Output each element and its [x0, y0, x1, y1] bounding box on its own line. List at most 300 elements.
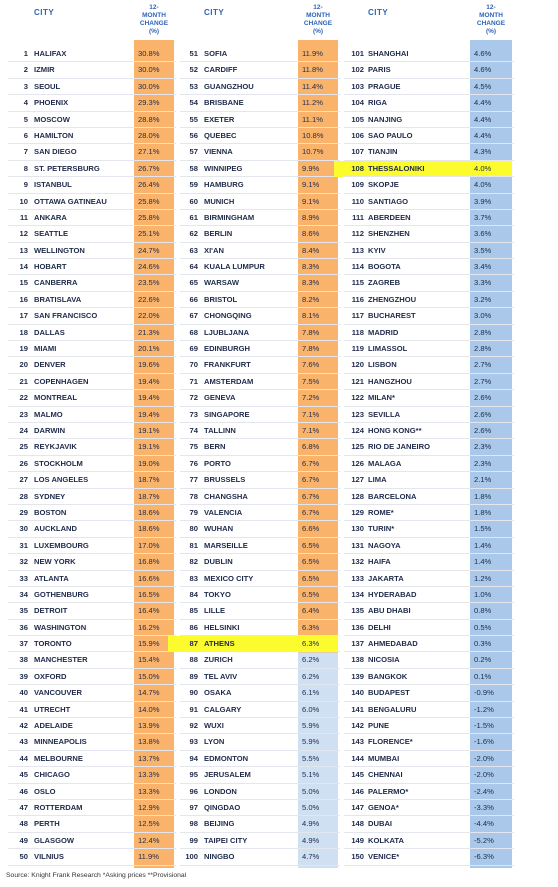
rank: 74 [189, 425, 198, 435]
city-name: NAGOYA [368, 540, 401, 550]
rank: 93 [189, 737, 198, 747]
rank: 72 [189, 393, 198, 403]
change-value: 4.6% [474, 49, 492, 58]
change-value: 3.3% [474, 278, 492, 288]
city-name: TAIPEI CITY [204, 835, 248, 845]
city-name: ADELAIDE [34, 721, 73, 731]
rank: 107 [351, 147, 364, 157]
city-name: BERN [204, 442, 226, 452]
city-name: WARSAW [204, 278, 240, 288]
rank: 42 [19, 721, 28, 731]
change-value: 0.3% [474, 639, 492, 649]
city-name: ZHENGZHOU [368, 294, 417, 304]
rank: 54 [189, 98, 198, 108]
rank: 128 [351, 491, 364, 501]
city-name: PORTO [204, 458, 231, 468]
rank: 141 [351, 704, 364, 714]
rank: 48 [19, 819, 28, 829]
city-name: TORONTO [34, 639, 72, 649]
change-value: 5.0% [302, 802, 320, 812]
city-name: BIRMINGHAM [204, 212, 255, 222]
rank: 19 [19, 344, 28, 354]
city-name: PALERMO* [368, 786, 409, 796]
change-value: 11.9% [138, 852, 159, 862]
city-name: OTTAWA GATINEAU [34, 196, 107, 206]
city-name: BARCELONA [368, 491, 417, 501]
rank: 58 [189, 163, 198, 173]
city-name: HAMBURG [204, 180, 244, 190]
rank: 133 [351, 573, 364, 583]
rank: 136 [351, 622, 364, 632]
change-value: 0.1% [474, 671, 492, 681]
city-name: ZURICH [204, 655, 233, 665]
rank: 18 [19, 327, 28, 337]
rank: 45 [19, 770, 28, 780]
rank: 139 [351, 671, 364, 681]
city-name: HAIFA [368, 557, 391, 567]
city-name: HELSINKI [204, 622, 240, 632]
city-name: EDMONTON [204, 753, 249, 763]
change-value: 7.1% [302, 409, 320, 419]
table-row [0, 374, 558, 390]
change-value: 23.5% [138, 278, 160, 288]
rank: 24 [19, 425, 28, 435]
change-value: 4.9% [302, 835, 320, 845]
change-value: 20.1% [138, 344, 160, 354]
change-value: 18.7% [138, 475, 160, 485]
rank: 55 [189, 114, 198, 124]
change-value: 12.5% [138, 819, 160, 829]
rank: 7 [23, 147, 28, 157]
city-name: BERLIN [204, 229, 233, 239]
change-value: 4.4% [474, 114, 492, 124]
change-value: -1.5% [474, 721, 494, 731]
table-row [0, 439, 558, 455]
table-row [0, 620, 558, 636]
city-name: GLASGOW [34, 835, 75, 845]
change-value: -3.3% [474, 802, 494, 812]
change-value: 4.9% [302, 819, 320, 829]
change-value: 3.6% [474, 229, 492, 239]
rank: 137 [351, 639, 364, 649]
table-row [0, 505, 558, 521]
city-name: TALLINN [204, 425, 236, 435]
rank: 88 [189, 655, 198, 665]
city-name: MILAN* [368, 393, 395, 403]
rank: 43 [19, 737, 28, 747]
city-name: BOGOTA [368, 262, 401, 272]
city-name: MADRID [368, 327, 399, 337]
change-value: 11.9% [302, 49, 323, 58]
rank: 92 [189, 721, 198, 731]
change-value: 6.7% [302, 507, 320, 517]
rank: 149 [351, 835, 364, 845]
rank: 140 [351, 688, 364, 698]
rank: 97 [189, 802, 198, 812]
change-value: 19.4% [138, 409, 160, 419]
rank: 138 [351, 655, 364, 665]
city-name: ROTTERDAM [34, 802, 83, 812]
rank: 73 [189, 409, 198, 419]
rank: 84 [189, 589, 198, 599]
city-name: ABU DHABI [368, 606, 411, 616]
city-name: TEL AVIV [204, 671, 238, 681]
rank: 144 [351, 753, 364, 763]
change-value: 13.3% [138, 770, 160, 780]
change-value: 4.7% [302, 852, 320, 862]
city-name: DETROIT [34, 606, 68, 616]
city-name: GUANGZHOU [204, 81, 254, 91]
rank: 75 [189, 442, 198, 452]
rank: 32 [19, 557, 28, 567]
city-name: OSAKA [204, 688, 232, 698]
rank: 104 [351, 98, 364, 108]
city-name: SHENZHEN [368, 229, 410, 239]
change-value: 6.5% [302, 540, 320, 550]
change-value: 30.8% [138, 49, 160, 58]
table-row [0, 685, 558, 701]
city-name: OXFORD [34, 671, 67, 681]
table-row [0, 95, 558, 111]
city-name: KOLKATA [368, 835, 404, 845]
rank: 21 [19, 376, 28, 386]
table-row [0, 390, 558, 406]
change-value: 8.2% [302, 294, 320, 304]
change-value: 3.7% [474, 212, 492, 222]
table-row [0, 112, 558, 128]
rank: 150 [351, 852, 364, 862]
rank: 77 [189, 475, 198, 485]
city-name: TOKYO [204, 589, 231, 599]
change-value: 16.5% [138, 589, 160, 599]
rank: 40 [19, 688, 28, 698]
city-name: HANGZHOU [368, 376, 412, 386]
city-name: CHICAGO [34, 770, 70, 780]
row-divider [344, 865, 514, 866]
change-value: 15.9% [138, 639, 160, 649]
change-value: 19.1% [138, 425, 160, 435]
rows-column-3 [0, 46, 558, 866]
rank: 30 [19, 524, 28, 534]
table-row [0, 571, 558, 587]
city-name: KYIV [368, 245, 386, 255]
change-value: 11.1% [302, 114, 323, 124]
table-row [0, 489, 558, 505]
table-row [0, 784, 558, 800]
table-row [0, 554, 558, 570]
city-name: UTRECHT [34, 704, 71, 714]
rank: 52 [189, 65, 198, 75]
change-value: -2.4% [474, 786, 494, 796]
change-value: 3.2% [474, 294, 492, 304]
city-name: RIO DE JANEIRO [368, 442, 431, 452]
rank: 51 [189, 49, 198, 58]
city-name: MINNEAPOLIS [34, 737, 87, 747]
table-row [0, 177, 558, 193]
city-name: BUCHAREST [368, 311, 416, 321]
rank: 59 [189, 180, 198, 190]
rank: 56 [189, 130, 198, 140]
table-row [0, 456, 558, 472]
rank: 57 [189, 147, 198, 157]
city-name: BOSTON [34, 507, 67, 517]
city-name: DALLAS [34, 327, 65, 337]
change-value: 2.7% [474, 360, 492, 370]
change-value: 6.5% [302, 557, 320, 567]
change-value: 5.9% [302, 721, 320, 731]
change-value: 6.3% [298, 636, 338, 652]
city-name: OSLO [34, 786, 56, 796]
city-name: GENEVA [204, 393, 236, 403]
city-name: LONDON [204, 786, 237, 796]
change-value: 9.1% [302, 196, 320, 206]
city-name: MUMBAI [368, 753, 400, 763]
change-value: 2.8% [474, 327, 492, 337]
city-name: THESSALONIKI [368, 163, 425, 173]
rank: 142 [351, 721, 364, 731]
change-value: 8.4% [302, 245, 320, 255]
city-name: DENVER [34, 360, 66, 370]
change-value: 5.9% [302, 737, 320, 747]
rank: 98 [189, 819, 198, 829]
city-name: DUBAI [368, 819, 393, 829]
change-value: 28.8% [138, 114, 160, 124]
change-value: 6.5% [302, 589, 320, 599]
city-name: MARSEILLE [204, 540, 248, 550]
city-name: SINGAPORE [204, 409, 250, 419]
city-name: MALMO [34, 409, 63, 419]
table-row [0, 243, 558, 259]
city-name: LILLE [204, 606, 226, 616]
rank: 5 [23, 114, 28, 124]
rank: 94 [189, 753, 198, 763]
rank: 101 [351, 49, 364, 58]
city-name: EXETER [204, 114, 235, 124]
rank: 90 [189, 688, 198, 698]
rank: 47 [19, 802, 28, 812]
table-row [0, 472, 558, 488]
rank: 103 [351, 81, 364, 91]
change-value: 29.3% [138, 98, 160, 108]
change-value: 2.6% [474, 393, 492, 403]
rank: 111 [352, 212, 364, 222]
change-value: 10.7% [302, 147, 324, 157]
change-value: 4.0% [470, 161, 512, 177]
rank: 87 [189, 639, 198, 649]
change-value: 8.6% [302, 229, 320, 239]
city-name: CANBERRA [34, 278, 78, 288]
change-value: 6.2% [302, 655, 320, 665]
change-value: 4.4% [474, 130, 492, 140]
city-name: GOTHENBURG [34, 589, 89, 599]
change-value: 22.0% [138, 311, 160, 321]
city-name: MOSCOW [34, 114, 70, 124]
rank: 20 [19, 360, 28, 370]
city-name: PRAGUE [368, 81, 401, 91]
city-name: LIMASSOL [368, 344, 408, 354]
change-value: 2.6% [474, 409, 492, 419]
rank: 69 [189, 344, 198, 354]
city-name: SYDNEY [34, 491, 66, 501]
city-name: HALIFAX [34, 49, 67, 58]
change-value: 11.2% [302, 98, 323, 108]
change-value: 19.1% [138, 442, 160, 452]
change-value: 6.3% [302, 622, 320, 632]
table-row [0, 734, 558, 750]
change-value: 27.1% [138, 147, 160, 157]
rank: 105 [351, 114, 364, 124]
change-value: 1.8% [474, 491, 492, 501]
city-name: SAN DIEGO [34, 147, 77, 157]
change-value: 6.1% [302, 688, 320, 698]
change-value: 2.6% [474, 425, 492, 435]
city-name: MONTREAL [34, 393, 78, 403]
rank: 119 [351, 344, 364, 354]
rank: 86 [189, 622, 198, 632]
table-row [0, 161, 558, 177]
rank: 37 [19, 639, 28, 649]
city-name: VALENCIA [204, 507, 243, 517]
rank: 8 [23, 163, 28, 173]
change-value: 15.4% [138, 655, 160, 665]
table-row [0, 275, 558, 291]
change-value: 26.4% [138, 180, 160, 190]
city-name: VANCOUVER [34, 688, 82, 698]
rank: 4 [23, 98, 28, 108]
table-row [0, 538, 558, 554]
city-name: LIMA [368, 475, 387, 485]
change-value: 18.7% [138, 491, 160, 501]
city-name: SEOUL [34, 81, 61, 91]
rank: 123 [351, 409, 364, 419]
rank: 1 [23, 49, 28, 58]
city-name: PUNE [368, 721, 390, 731]
city-name: WINNIPEG [204, 163, 243, 173]
city-name: SEATTLE [34, 229, 69, 239]
city-name: SHANGHAI [368, 49, 409, 58]
city-name: NINGBO [204, 852, 235, 862]
change-value: 6.4% [302, 606, 320, 616]
change-value: 25.8% [138, 212, 160, 222]
change-value: 1.5% [474, 524, 492, 534]
change-value: 6.0% [302, 704, 320, 714]
table-row [0, 636, 558, 652]
change-value: 15.0% [138, 671, 160, 681]
rank: 82 [189, 557, 198, 567]
rank: 122 [351, 393, 364, 403]
city-name: MALAGA [368, 458, 402, 468]
city-name: WELLINGTON [34, 245, 85, 255]
table-row [0, 702, 558, 718]
change-value: 10.8% [302, 130, 324, 140]
city-name: DELHI [368, 622, 391, 632]
rank: 11 [19, 212, 28, 222]
rank: 117 [351, 311, 364, 321]
rank: 26 [19, 458, 28, 468]
city-name: MELBOURNE [34, 753, 83, 763]
city-name: SOFIA [204, 49, 228, 58]
city-name: ISTANBUL [34, 180, 72, 190]
rank: 112 [351, 229, 364, 239]
change-value: 4.3% [474, 147, 492, 157]
rank: 118 [351, 327, 364, 337]
rank: 39 [19, 671, 28, 681]
rank: 89 [189, 671, 198, 681]
change-value: 25.8% [138, 196, 160, 206]
city-name: MANCHESTER [34, 655, 88, 665]
change-value: 16.2% [138, 622, 160, 632]
city-name: DUBLIN [204, 557, 233, 567]
city-name: KUALA LUMPUR [204, 262, 265, 272]
change-value: 1.0% [474, 589, 492, 599]
rank: 121 [351, 376, 364, 386]
rank: 12 [19, 229, 28, 239]
rank: 126 [351, 458, 364, 468]
change-value: 16.8% [138, 557, 160, 567]
change-value: 22.6% [138, 294, 160, 304]
change-value: 12.9% [138, 802, 160, 812]
rank: 116 [351, 294, 364, 304]
city-name: JAKARTA [368, 573, 404, 583]
city-name: NANJING [368, 114, 403, 124]
city-name: MEXICO CITY [204, 573, 254, 583]
city-name: REYKJAVIK [34, 442, 77, 452]
change-value: 18.6% [138, 507, 160, 517]
rank: 76 [189, 458, 198, 468]
change-value: 1.8% [474, 507, 492, 517]
city-name: BRATISLAVA [34, 294, 82, 304]
city-name: ATLANTA [34, 573, 69, 583]
change-value: 7.1% [302, 425, 320, 435]
city-name: ROME* [368, 507, 394, 517]
table-row [0, 259, 558, 275]
change-value: -1.2% [474, 704, 494, 714]
city-name: MUNICH [204, 196, 235, 206]
rank: 41 [19, 704, 28, 714]
table-row [0, 718, 558, 734]
change-value: 6.7% [302, 475, 320, 485]
rank: 27 [19, 475, 28, 485]
city-name: BENGALURU [368, 704, 417, 714]
change-value: 3.5% [474, 245, 492, 255]
city-name: TIANJIN [368, 147, 398, 157]
rank: 83 [189, 573, 198, 583]
rank: 34 [19, 589, 28, 599]
table-row [0, 144, 558, 160]
city-name: AMSTERDAM [204, 376, 254, 386]
city-name: LJUBLJANA [204, 327, 250, 337]
rank: 125 [351, 442, 364, 452]
change-value: 6.7% [302, 458, 320, 468]
change-value: 11.8% [302, 65, 323, 75]
change-value: 1.4% [474, 540, 492, 550]
city-name: CHONGQING [204, 311, 252, 321]
city-name: RIGA [368, 98, 387, 108]
change-value: 8.9% [302, 212, 320, 222]
change-value: 2.1% [474, 475, 492, 485]
city-name: GENOA* [368, 802, 399, 812]
change-value: 19.4% [138, 393, 160, 403]
change-value: 11.4% [302, 81, 323, 91]
rank: 96 [189, 786, 198, 796]
city-name: ATHENS [204, 639, 235, 649]
city-name: CARDIFF [204, 65, 238, 75]
change-value: 8.3% [302, 262, 320, 272]
change-value: 9.9% [302, 163, 320, 173]
table-row [0, 833, 558, 849]
rank: 91 [189, 704, 198, 714]
change-value: 14.7% [138, 688, 160, 698]
